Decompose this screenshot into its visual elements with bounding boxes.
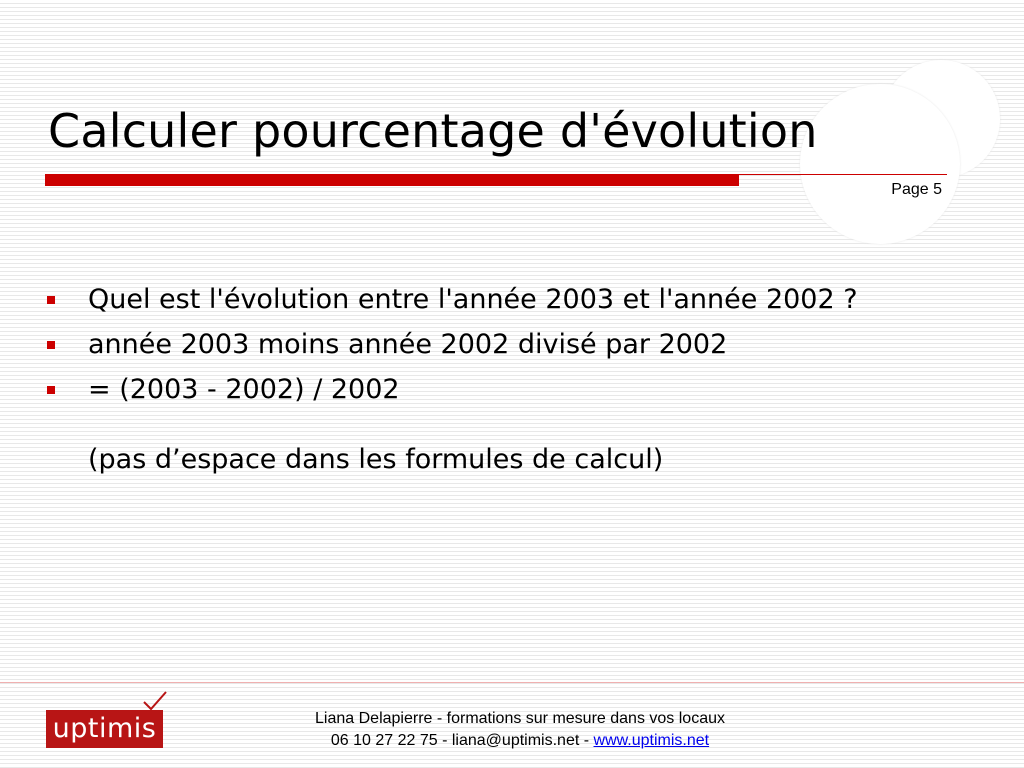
- bullet-text: année 2003 moins année 2002 divisé par 2002: [88, 329, 728, 360]
- title-underline-line: [739, 174, 947, 175]
- decorative-circle-large: [800, 84, 960, 244]
- bullet-text: Quel est l'évolution entre l'année 2003 et l'année 2002 ?: [88, 284, 858, 315]
- bullet-item: [46, 370, 926, 409]
- logo-text: uptimis: [46, 710, 163, 748]
- checkmark-icon: [142, 690, 168, 712]
- footer-contact-info: 06 10 27 22 75 - liana@uptimis.net -: [330, 732, 594, 749]
- bullet-text: = (2003 - 2002) / 2002: [88, 374, 400, 405]
- page-number: Page 5: [891, 181, 942, 198]
- footer-line-1: Liana Delapierre - formations sur mesure dans vos locaux: [315, 710, 725, 727]
- formula-note: (pas d’espace dans les formules de calcul): [88, 444, 664, 475]
- square-bullet-icon: [47, 341, 55, 349]
- bullet-item: [46, 280, 926, 319]
- footer-line-2: [220, 730, 820, 752]
- bullet-list: [46, 280, 926, 479]
- uptimis-logo: [46, 690, 168, 750]
- title-underline-bar: [45, 174, 739, 186]
- slide-title: Calculer pourcentage d'évolution: [48, 104, 818, 158]
- footer-divider: [0, 682, 1024, 683]
- square-bullet-icon: [47, 296, 55, 304]
- bullet-item: [46, 325, 926, 364]
- footer-contact: [220, 708, 820, 752]
- website-link[interactable]: www.uptimis.net: [593, 732, 710, 749]
- square-bullet-icon: [47, 386, 55, 394]
